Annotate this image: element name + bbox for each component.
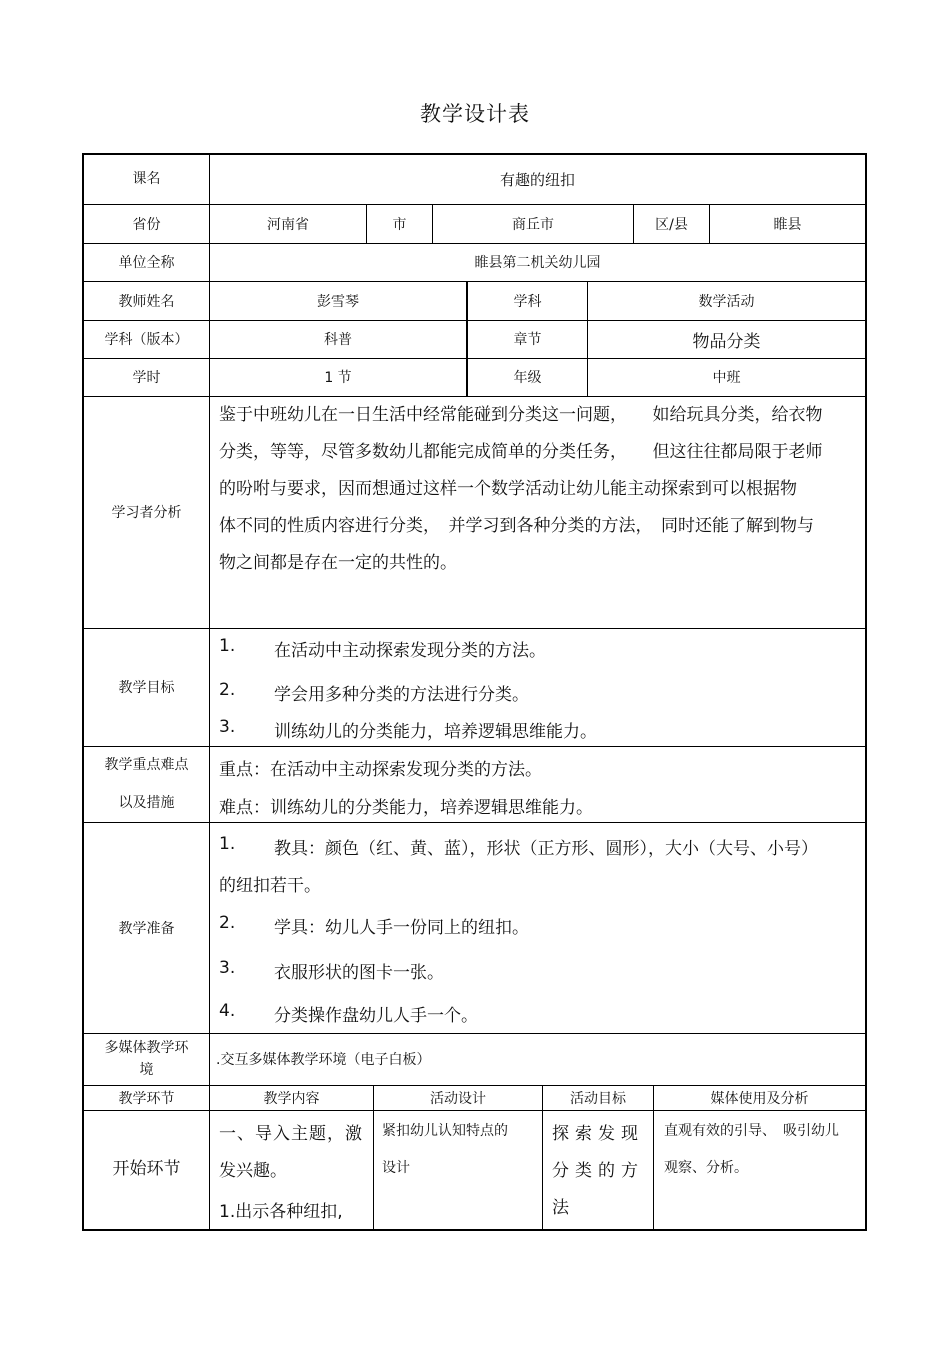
- course-value: 有趣的纽扣: [499, 171, 575, 189]
- page-title: 教学设计表: [420, 102, 530, 126]
- process-stage: 开始环节: [112, 1159, 181, 1179]
- grade-label: 年级: [513, 370, 542, 386]
- county-value: 睢县: [773, 216, 802, 233]
- process-header-goal: 活动目标: [570, 1090, 626, 1107]
- prep-item: 2. 学具：幼儿人手一份同上的纽扣。: [219, 913, 529, 938]
- keypoints-label: 教学重点难点 以及措施: [104, 757, 189, 811]
- process-goal: 探索发现 分类的方 法: [552, 1124, 644, 1218]
- edition-value: 科普: [324, 332, 352, 348]
- goal-item: 2. 学会用多种分类的方法进行分类。: [219, 680, 529, 705]
- process-header-design: 活动设计: [430, 1090, 486, 1107]
- process-content: 一、导入主题，激 发兴趣。 1.出示各种纽扣,: [219, 1124, 363, 1222]
- process-design: 紧扣幼儿认知特点的 设计: [382, 1123, 508, 1176]
- county-label: 区/县: [655, 216, 688, 233]
- subject-value: 数学活动: [698, 293, 755, 310]
- prep-item: 4. 分类操作盘幼儿人手一个。: [219, 1001, 478, 1026]
- prep-item-continuation: 的纽扣若干。: [219, 876, 321, 896]
- process-header-content: 教学内容: [263, 1090, 320, 1107]
- media-env-label: 多媒体教学环 境: [104, 1040, 189, 1078]
- subject-label: 学科: [513, 293, 542, 310]
- prep-item: 1. 教具：颜色（红、黄、蓝），形状（正方形、圆形），大小（大号、小号）: [219, 834, 818, 859]
- unit-value: 睢县第二机关幼儿园: [474, 255, 601, 271]
- learner-label: 学习者分析: [111, 505, 182, 521]
- goals-label: 教学目标: [118, 680, 175, 696]
- unit-label: 单位全称: [118, 255, 175, 271]
- teacher-label: 教师姓名: [118, 293, 175, 310]
- province-label: 省份: [132, 216, 161, 233]
- learner-analysis-text: 鉴于中班幼儿在一日生活中经常能碰到分类这一问题， 如给玩具分类，给衣物 分类，等等，尽管多数幼儿都能完成简单的分类任务， 但这往往都局限于老师 的吩咐与要求，因而想通过这样一个数学活动让幼儿能主动探索到可以根据物 体不同的性质内容进行分类， 并学习到各种分类的方法， 同时还能了解到物与 物之间都是存在一定的共性的。: [219, 405, 823, 573]
- teacher-value: 彭雪琴: [317, 293, 359, 310]
- prep-item: 3. 衣服形状的图卡一张。: [219, 958, 444, 983]
- media-env-value: .交互多媒体教学环境（电子白板）: [216, 1052, 431, 1068]
- goal-item: 3. 训练幼儿的分类能力，培养逻辑思维能力。: [219, 717, 597, 742]
- province-value: 河南省: [267, 216, 309, 233]
- edition-label: 学科（版本）: [104, 332, 189, 348]
- course-label: 课名: [132, 171, 161, 187]
- process-media: 直观有效的引导、 吸引幼儿 观察、分析。: [664, 1123, 839, 1176]
- city-value: 商丘市: [512, 216, 554, 233]
- chapter-value: 物品分类: [692, 331, 761, 352]
- key-point-text: 重点：在活动中主动探索发现分类的方法。: [219, 760, 542, 780]
- hours-label: 学时: [132, 370, 161, 386]
- hours-value: 1 节: [324, 370, 352, 386]
- process-header-media: 媒体使用及分析: [710, 1090, 809, 1107]
- goal-item: 1. 在活动中主动探索发现分类的方法。: [219, 636, 546, 661]
- difficult-point-text: 难点：训练幼儿的分类能力，培养逻辑思维能力。: [219, 798, 593, 818]
- grade-value: 中班: [712, 370, 741, 386]
- prep-label: 教学准备: [118, 920, 175, 937]
- chapter-label: 章节: [513, 332, 542, 348]
- city-label: 市: [392, 216, 407, 233]
- lesson-design-table: [82, 153, 867, 1231]
- process-header-stage: 教学环节: [118, 1090, 175, 1107]
